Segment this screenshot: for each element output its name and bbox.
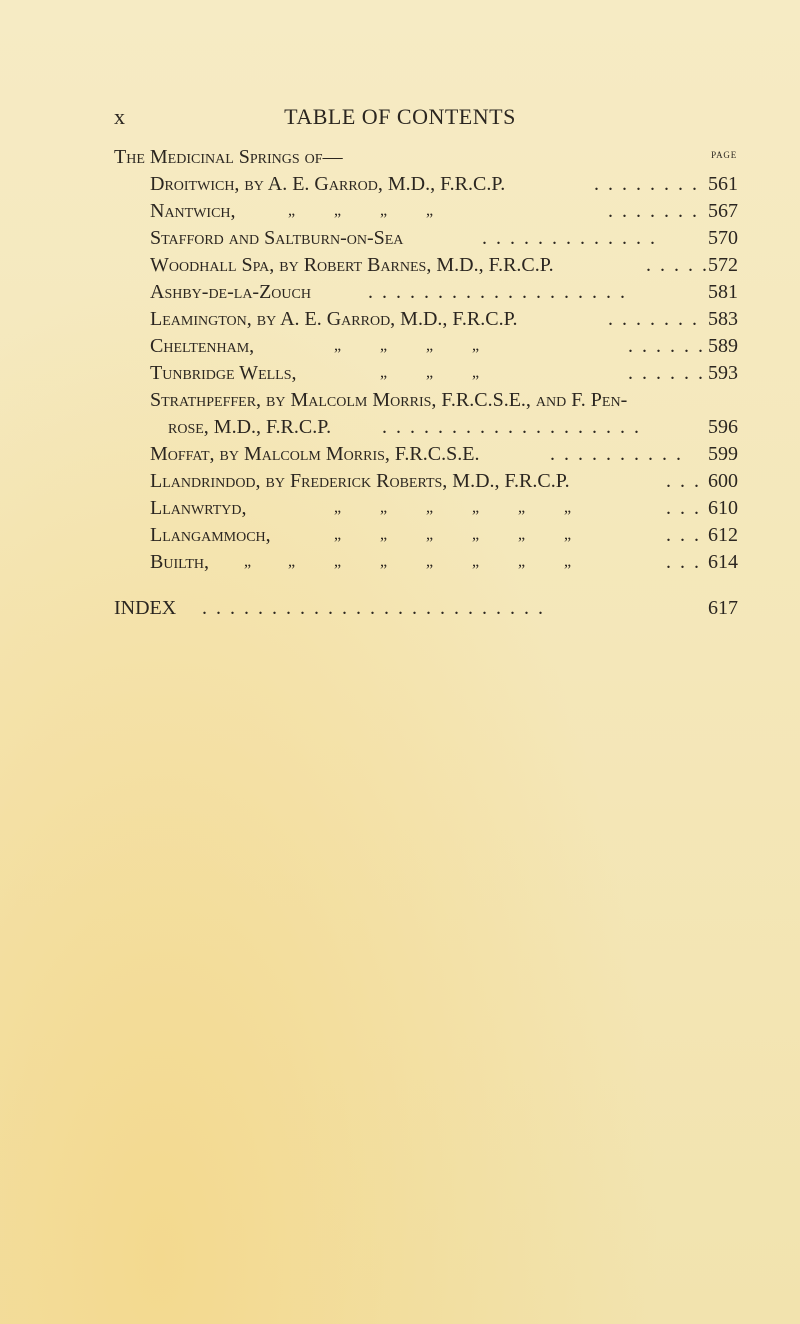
ditto-mark: „ [472, 364, 480, 381]
ditto-mark: „ [564, 499, 572, 516]
ditto-mark: „ [380, 364, 388, 381]
index-page: 617 [708, 597, 738, 619]
entry-title: Llangammoch, [150, 524, 271, 546]
index-title: INDEX [114, 597, 177, 619]
ditto-mark: „ [380, 526, 388, 543]
ditto-mark: „ [472, 337, 480, 354]
ditto-mark: „ [518, 553, 526, 570]
entry-title: Llandrindod, by Frederick Roberts, M.D., F.R.C.P. [150, 470, 570, 492]
entry-page: 561 [708, 173, 738, 195]
toc-entry-woodhall-spa [150, 252, 738, 278]
dot-leader: . . . . . . [628, 335, 705, 357]
toc-entry-llandrindod [150, 468, 738, 494]
entry-title: Woodhall Spa, by Robert Barnes, M.D., F.R.C.P. [150, 254, 554, 276]
dot-leader: . . . [666, 497, 701, 519]
ditto-mark: „ [380, 202, 388, 219]
dot-leader: . . . . . . . [608, 308, 699, 330]
ditto-mark: „ [244, 553, 252, 570]
entry-page: 612 [708, 524, 738, 546]
entry-title: Ashby-de-la-Zouch [150, 281, 311, 303]
dot-leader: . . . . . . [628, 362, 705, 384]
ditto-mark: „ [472, 526, 480, 543]
entry-title: Leamington, by A. E. Garrod, M.D., F.R.C.P. [150, 308, 518, 330]
ditto-mark: „ [380, 499, 388, 516]
dot-leader: . . . . . . . . [594, 173, 699, 195]
entry-page: 599 [708, 443, 738, 465]
ditto-mark: „ [334, 499, 342, 516]
toc-entry-stafford [150, 225, 738, 251]
toc-entry-strathpeffer-continued [168, 414, 738, 440]
toc-entry-index [114, 594, 738, 622]
ditto-mark: „ [564, 526, 572, 543]
ditto-mark: „ [380, 337, 388, 354]
dot-leader: . . . . . . . . . . . . . [482, 227, 657, 249]
entry-title: Nantwich, [150, 200, 236, 222]
dot-leader: . . . . . [646, 254, 709, 276]
toc-entry-llanwrtyd [150, 495, 738, 521]
toc-entry-tunbridge-wells [150, 360, 738, 386]
section-title: The Medicinal Springs of— [114, 146, 343, 168]
dot-leader: . . . [666, 551, 701, 573]
entry-title: Cheltenham, [150, 335, 255, 357]
ditto-mark: „ [426, 364, 434, 381]
entry-title: Droitwich, by A. E. Garrod, M.D., F.R.C.P. [150, 173, 506, 195]
toc-entry-moffat [150, 441, 738, 467]
entry-title: Moffat, by Malcolm Morris, F.R.C.S.E. [150, 443, 480, 465]
ditto-mark: „ [426, 337, 434, 354]
ditto-mark: „ [334, 526, 342, 543]
entry-title: Stafford and Saltburn-on-Sea [150, 227, 404, 249]
entry-page: 570 [708, 227, 738, 249]
ditto-mark: „ [288, 553, 296, 570]
running-title: TABLE OF CONTENTS [284, 104, 516, 129]
page-column-label: PAGE [711, 150, 737, 160]
ditto-mark: „ [472, 499, 480, 516]
dot-leader: . . . [666, 470, 701, 492]
ditto-mark: „ [334, 337, 342, 354]
running-header [0, 104, 800, 134]
ditto-mark: „ [380, 553, 388, 570]
entry-page: 600 [708, 470, 738, 492]
ditto-mark: „ [564, 553, 572, 570]
entry-page: 614 [708, 551, 738, 573]
ditto-mark: „ [518, 526, 526, 543]
entry-page: 610 [708, 497, 738, 519]
ditto-mark: „ [426, 526, 434, 543]
entry-title: Llanwrtyd, [150, 497, 247, 519]
entry-title: rose, M.D., F.R.C.P. [168, 416, 332, 438]
toc-entry-llangammoch [150, 522, 738, 548]
dot-leader: . . . . . . . [608, 200, 699, 222]
toc-entry-strathpeffer [150, 387, 738, 413]
ditto-mark: „ [426, 202, 434, 219]
entry-title: Tunbridge Wells, [150, 362, 297, 384]
toc-entry-ashby [150, 279, 738, 305]
ditto-mark: „ [518, 499, 526, 516]
toc-entry-builth [150, 549, 738, 575]
ditto-mark: „ [334, 202, 342, 219]
dot-leader: . . . . . . . . . . . . . . . . . . . [382, 416, 641, 438]
entry-page: 593 [708, 362, 738, 384]
entry-title: Builth, [150, 551, 210, 573]
toc-entry-nantwich [150, 198, 738, 224]
entry-title: Strathpeffer, by Malcolm Morris, F.R.C.S.E., and F. Pen- [150, 389, 628, 411]
entry-page: 583 [708, 308, 738, 330]
ditto-mark: „ [426, 499, 434, 516]
dot-leader: . . . [666, 524, 701, 546]
ditto-mark: „ [334, 553, 342, 570]
dot-leader: . . . . . . . . . . . . . . . . . . . [368, 281, 627, 303]
page-folio: x [114, 104, 125, 129]
dot-leader: . . . . . . . . . . [550, 443, 683, 465]
toc-entry-droitwich [150, 171, 738, 197]
entry-page: 596 [708, 416, 738, 438]
entry-page: 589 [708, 335, 738, 357]
dot-leader: . . . . . . . . . . . . . . . . . . . . . . . . . [202, 597, 545, 619]
entry-page: 572 [708, 254, 738, 276]
ditto-mark: „ [472, 553, 480, 570]
entry-page: 581 [708, 281, 738, 303]
entry-page: 567 [708, 200, 738, 222]
ditto-mark: „ [288, 202, 296, 219]
ditto-mark: „ [426, 553, 434, 570]
toc-entry-cheltenham [150, 333, 738, 359]
toc-entry-leamington [150, 306, 738, 332]
